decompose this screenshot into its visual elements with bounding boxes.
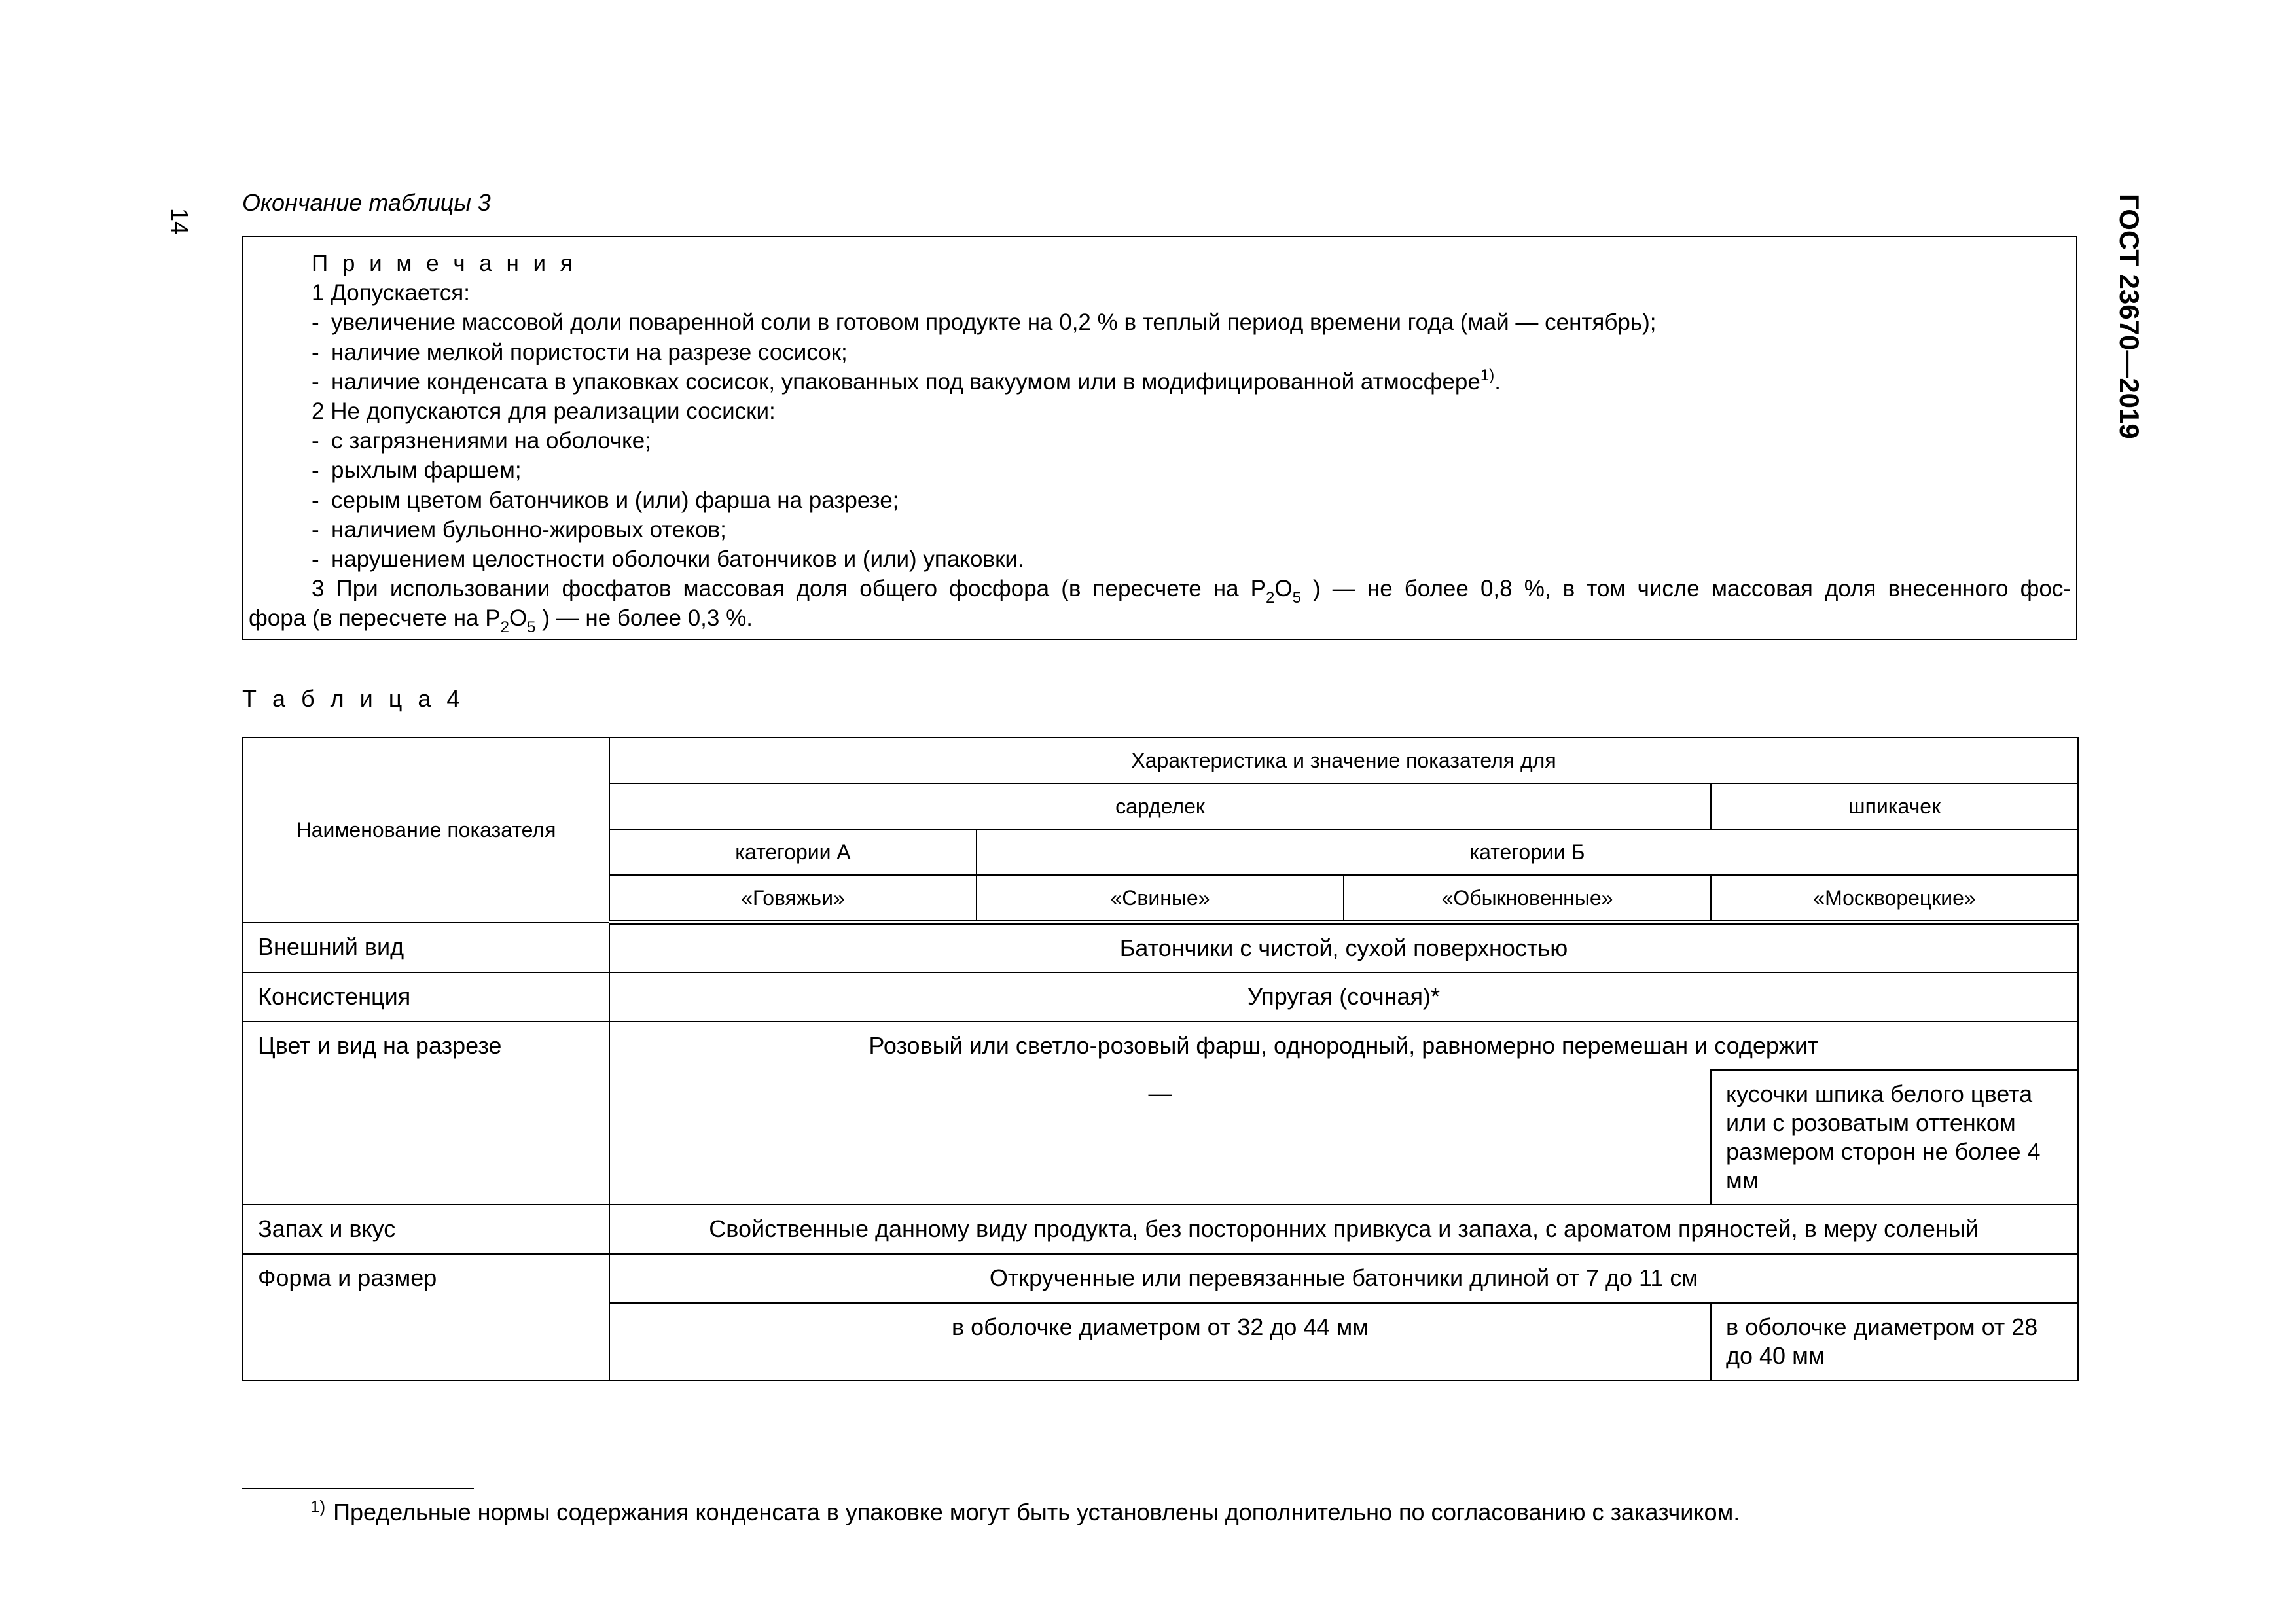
table-row: [243, 972, 2078, 1022]
note-2-item: - наличием бульонно-жировых отеков;: [249, 515, 2071, 544]
header-product-moskvoretskie: «Москворецкие»: [1711, 875, 2078, 923]
footnote: [310, 1492, 1740, 1527]
row-shape-value: Открученные или перевязанные батончики длиной от 7 до 11 см: [609, 1254, 2078, 1303]
notes-title: П р и м е ч а н и я: [312, 251, 577, 276]
table-row: [243, 1205, 2078, 1254]
dash: -: [312, 457, 319, 484]
row-smell-name: Запах и вкус: [243, 1205, 609, 1254]
note-2-heading: 2 Не допускаются для реализации сосиски:: [312, 399, 776, 425]
header-product-obyknovennye: «Обыкновенные»: [1344, 875, 1711, 923]
row-consistency-value: Упругая (сочная)*: [609, 972, 2078, 1022]
header-product-govyazhi: «Говяжьи»: [609, 875, 977, 923]
header-param-name: Наименование показателя: [243, 738, 609, 923]
row-shape-sardelki-value: в оболочке диаметром от 32 до 44 мм: [609, 1303, 1711, 1380]
dash: -: [312, 368, 319, 395]
dash: -: [312, 516, 319, 543]
header-shpikachki: шпикачек: [1711, 783, 2078, 829]
table3-notes-box: [242, 236, 2077, 640]
row-shape-name: Форма и размер: [243, 1254, 609, 1380]
row-appearance-name: Внешний вид: [243, 923, 609, 973]
standard-code: ГОСТ 23670—2019: [2114, 194, 2145, 439]
note-3-line-2: фора (в пересчете на $P_2O_5$ ) — не более 0,3 %.: [249, 605, 753, 637]
dash: -: [312, 310, 319, 336]
row-appearance-value: Батончики с чистой, сухой поверхностью: [609, 923, 2078, 973]
row-cut-sardelki-value: —: [609, 1070, 1711, 1205]
note-3-line-1: 3 При использовании фосфатов массовая доля общего фосфора (в пересчете на $P_2O_5$ ) — не более 0,8 %, в том числе массовая доля внесенного фос-: [312, 576, 2071, 607]
dash: -: [312, 546, 319, 573]
note-1-item: - наличие конденсата в упаковках сосисок, упакованных под вакуумом или в модифицированной атмосфере$^{1)}$.: [249, 367, 2071, 397]
note-2-item: - рыхлым фаршем;: [249, 455, 2071, 485]
table-row: [243, 1022, 2078, 1070]
header-product-svinye: «Свиные»: [977, 875, 1344, 923]
footnote-rule: [242, 1488, 474, 1489]
note-1-item: - наличие мелкой пористости на разрезе сосисок;: [249, 338, 2071, 367]
table4: [242, 737, 2079, 1381]
header-sardelki: сарделек: [609, 783, 1711, 829]
row-consistency-name: Консистенция: [243, 972, 609, 1022]
note-1-item: - увеличение массовой доли поваренной соли в готовом продукте на 0,2 % в теплый период времени года (май — сентябрь);: [249, 308, 2071, 337]
footnote-reference: 1): [1480, 366, 1495, 384]
dash: -: [312, 428, 319, 454]
row-smell-value: Свойственные данному виду продукта, без посторонних привкуса и запаха, с ароматом пряностей, в меру соленый: [609, 1205, 2078, 1254]
table4-label: Т а б л и ц а 4: [242, 685, 465, 712]
row-cut-value: Розовый или светло-розовый фарш, однородный, равномерно перемешан и содержит: [609, 1022, 2078, 1070]
table3-continuation-title: Окончание таблицы 3: [242, 189, 491, 216]
header-category-a: категории А: [609, 829, 977, 875]
table-row: [243, 923, 2078, 973]
row-cut-name: Цвет и вид на разрезе: [243, 1022, 609, 1205]
row-cut-shpikachki-value: кусочки шпика белого цвета или с розоватым оттенком размером сторон не более 4 мм: [1711, 1070, 2078, 1205]
page-number: 14: [166, 208, 193, 235]
note-2-item: - нарушением целостности оболочки батончиков и (или) упаковки.: [249, 544, 2071, 574]
dash: -: [312, 339, 319, 365]
header-category-b: категории Б: [977, 829, 2078, 875]
row-shape-shpikachki-value: в оболочке диаметром от 28 до 40 мм: [1711, 1303, 2078, 1380]
note-2-item: - с загрязнениями на оболочке;: [249, 426, 2071, 455]
footnote-text: Предельные нормы содержания конденсата в упаковке могут быть установлены дополнительно по согласованию с заказчиком.: [333, 1499, 1740, 1525]
footnote-mark: 1): [310, 1497, 326, 1516]
note-1-heading: 1 Допускается:: [312, 280, 470, 306]
header-group: Характеристика и значение показателя для: [609, 738, 2078, 783]
table-row: [243, 1254, 2078, 1303]
note-2-item: - серым цветом батончиков и (или) фарша на разрезе;: [249, 486, 2071, 515]
dash: -: [312, 487, 319, 513]
